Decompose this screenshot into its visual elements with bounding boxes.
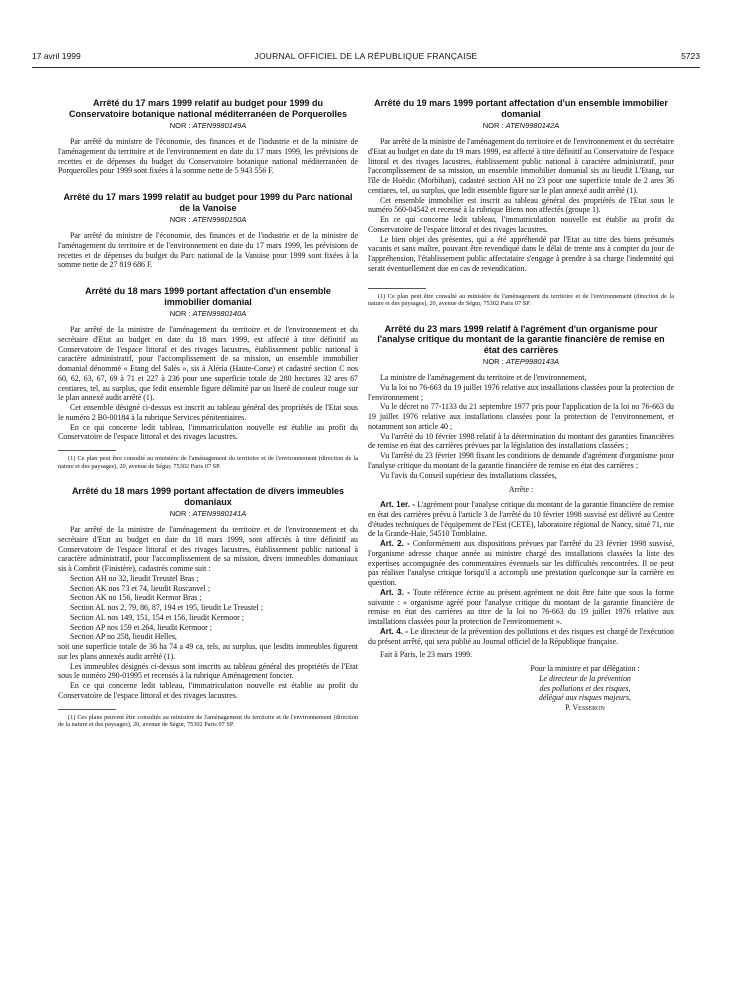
decree-paragraph: Par arrêté de la ministre de l'aménagement du territoire et de l'environnement et du secrétaire d'Etat au budget en date du 18 mars 1999, est affecté à titre définitif au Conservatoire de l'espace littoral et des rivages lacustres, établissement public national à caractère administratif, pour l'accomplissement de sa mission, un ensemble immobilier domanial dénommé « Etang del Salès », sis à Aléria (Haute-Corse) et cadastré section C nos 60, 62, 63, 67, 69 à 71 et 227 à 236 pour une superficie totale de 280 hectares 32 ares 67 centiares, tel, au surplus, que ledit ensemble figure délimité par un liseré de couleur rouge sur le plan annexé audit arrêté (1). <box>58 325 358 403</box>
decree-paragraph: Cet ensemble immobilier est inscrit au tableau général des propriétés de l'Etat sous le numéro 560-04542 et recensé à la rubrique Biens non affectés (groupe 1). <box>368 195 674 215</box>
decree-porquerolles <box>58 98 358 176</box>
right-column <box>368 98 674 713</box>
decree-body: Par arrêté du ministre de l'économie, des finances et de l'industrie et de la ministre de l'aménagement du territoire et de l'environnement en date du 17 mars 1999, les prévisions de recettes et de dépenses du budget du Conservatoire botanique national méditerranéen de Porquerolles pour 1999 sont fixées à la somme nette de 5 943 556 F. <box>58 137 358 176</box>
footnote-rule <box>368 288 426 289</box>
footnote-rule <box>58 450 116 451</box>
page-header <box>32 51 700 65</box>
cadastre-item: Section AP nos 159 et 264, lieudit Kermoor ; <box>70 622 212 632</box>
decree-title: Arrêté du 18 mars 1999 portant affectation d'un ensemble immobilier domanial <box>85 286 331 307</box>
visa-line: Vu l'avis du Conseil supérieur des installations classées, <box>380 470 557 480</box>
decree-combrit <box>58 486 358 729</box>
signature-line: des pollutions et des risques, <box>539 683 631 693</box>
visa-line: Vu le décret no 77-1133 du 21 septembre 1977 pris pour l'application de la loi no 76-663 du 19 juillet 1976 relative aux installations classées pour la protection de l'environnement, et notamment son article 40 ; <box>368 402 674 431</box>
cadastre-item: Section AK no 156, lieudit Kermor Bras ; <box>70 593 202 603</box>
decree-paragraph: En ce qui concerne ledit tableau, l'immatriculation nouvelle est établie au profit du Conservatoire de l'espace littoral et des rivages lacustres. <box>58 681 358 700</box>
cadastre-item: Section AH no 32, lieudit Treustel Bras ; <box>70 573 199 583</box>
decree-paragraph: Cet ensemble désigné ci-dessus est inscrit au tableau général des propriétés de l'Etat sous le numéro 2 B0-00184 à la rubrique Services pénitentiaires. <box>58 403 358 422</box>
cadastre-item: Section AP no 258, lieudit Helles, <box>70 632 177 642</box>
decree-paragraph: Par arrêté de la ministre de l'aménagement du territoire et de l'environnement et du secrétaire d'Etat au budget en date du 19 mars 1999, est affecté à titre définitif au Conservatoire de l'espace littoral et des rivages lacustres, établissement public national à caractère administratif, pour l'accomplissement de sa mission, un ensemble immobilier domanial sis au lieudit L'Etang, sur l'île de Hoëdic (Morbihan), cadastré section AH no 23 pour une superficie totale de 2 ares 36 centiares, tel, au surplus, que ledit ensemble figure sur le plan annexé audit arrêté (1). <box>368 137 674 195</box>
cadastre-item: Section AK nos 73 et 74, lieudit Roscanvel ; <box>70 583 211 593</box>
footnote: (1) Ces plans peuvent être consultés au ministère de l'aménagement du territoire et de l'environnement (direction de la nature et des paysages), 20, avenue de Ségur, 75302 Paris 07 SP. <box>58 713 358 729</box>
decree-etang-del-sales <box>58 286 358 470</box>
decree-paragraph: Les immeubles désignés ci-dessus sont inscrits au tableau général des propriétés de l'Etat sous le numéro 290-01995 et recensés à la rubrique Aménagement foncier. <box>58 661 358 681</box>
decree-title: Arrêté du 17 mars 1999 relatif au budget pour 1999 du Parc national de la Vanoise <box>63 192 353 213</box>
header-rule <box>32 67 700 68</box>
cadastre-item: Section AL nos 2, 79, 86, 87, 194 et 195, lieudit Le Treustel ; <box>70 603 264 613</box>
decree-title: Arrêté du 17 mars 1999 relatif au budget pour 1999 du Conservatoire botanique national méditerranéen de Porquerolles <box>68 98 348 119</box>
signature-line: délégué aux risques majeurs, <box>538 693 632 703</box>
article-2: Art. 2. - Conformément aux dispositions prévues par l'arrêté du 23 février 1998 susvisé, l'organisme adresse chaque année au ministre chargé des installations classées la liste des expertises accompagnée des commentaires éventuels sur les difficultés rencontrées. Il ne peut pas réaliser l'analyse critique lorsqu'il a accompli une prestation quelconque sur la carrière en question. <box>368 539 674 588</box>
decree-vanoise <box>58 192 358 270</box>
decree-paragraph: En ce qui concerne ledit tableau, l'immatriculation nouvelle est établie au profit du Conservatoire de l'espace littoral et des rivages lacustres. <box>368 215 674 234</box>
nor-reference: NOR : ATEN9980140A <box>169 309 247 318</box>
visa-line: La ministre de l'aménagement du territoire et de l'environnement, <box>380 373 587 383</box>
article-4: Art. 4. - Le directeur de la prévention des pollutions et des risques est chargé de l'exécution du présent arrêté, qui sera publié au Journal officiel de la République française. <box>368 626 674 646</box>
decree-paragraph: Le bien objet des présentes, qui a été appréhendé par l'Etat au titre des biens présumés vacants et sans maître, pouvant être revendiqué dans le délai de trente ans à compter du jour de l'appréhension, l'établissement public affectataire s'engage à prendre à sa charge l'indemnité qui serait éventuellement due en cas de revendication. <box>368 234 674 273</box>
decree-title: Arrêté du 18 mars 1999 portant affectation de divers immeubles domaniaux <box>71 486 345 507</box>
issue-date: 17 avril 1999 <box>32 51 81 61</box>
visa-line: Vu la loi no 76-663 du 19 juillet 1976 relative aux installations classées pour la protection de l'environnement ; <box>368 382 674 402</box>
signature-line: Le directeur de la prévention <box>539 673 631 683</box>
arrete-heading: Arrête : <box>508 485 534 495</box>
nor-reference: NOR : ATEN9980150A <box>169 215 247 224</box>
footnote: (1) Ce plan peut être consulté au ministère de l'aménagement du territoire et de l'environnement (direction de la nature et des paysages), 20, avenue de Ségur, 75302 Paris 07 SP. <box>368 292 674 308</box>
left-column <box>58 98 358 729</box>
visa-line: Vu l'arrêté du 10 février 1998 relatif à la détermination du montant des garanties financières de remise en état des carrières prévues par la législation des installations classées ; <box>368 431 674 451</box>
nor-reference: NOR : ATEN9980141A <box>169 509 247 519</box>
article-3: Art. 3. - Toute référence écrite au présent agrément ne doit être faite que sous la forme suivante : « organisme agréé pour l'analyse critique du montant de la garantie financière de remise en état des carrières au titre de la loi no 76-663 du 19 juillet 1976 relative aux installations classées pour la protection de l'environnement ». <box>368 587 674 627</box>
decree-paragraph: soit une superficie totale de 36 ha 74 a 49 ca, tels, au surplus, que lesdits immeubles figurent sur les plans annexés audit arrêté (1). <box>58 642 358 661</box>
signature-line: Pour la ministre et par délégation : <box>530 664 640 674</box>
decree-paragraph: En ce qui concerne ledit tableau, l'immatriculation nouvelle est établie au profit du Conservatoire de l'espace littoral et des rivages lacustres. <box>58 422 358 442</box>
article-1: Art. 1er. - L'agrément pour l'analyse critique du montant de la garantie financière de remise en état des carrières prévu à l'article 3 de l'arrêté du 10 février 1998 susvisé est délivré au Centre d'études techniques de l'équipement de l'Est (CETE), laboratoire régional de Nancy, situé 71, rue de la Grande-Haie, 54510 Tomblaine. <box>368 500 674 539</box>
journal-title: JOURNAL OFFICIEL DE LA RÉPUBLIQUE FRANÇAISE <box>254 51 478 61</box>
nor-reference: NOR : ATEN9980142A <box>482 121 560 130</box>
decree-hoedic <box>368 98 674 308</box>
cadastre-item: Section AL nos 149, 151, 154 et 156, lieudit Kermoor ; <box>70 612 244 622</box>
decree-body: Par arrêté du ministre de l'économie, des finances et de l'industrie et de la ministre de l'aménagement du territoire et de l'environnement en date du 17 mars 1999, les prévisions de recettes et de dépenses du budget du Parc national de la Vanoise pour 1999 sont fixées à la somme nette de 27 819 686 F. <box>58 231 358 270</box>
signature-block <box>496 664 674 713</box>
nor-reference: NOR : ATEN9980149A <box>169 121 247 130</box>
footnote: (1) Ce plan peut être consulté au ministère de l'aménagement du territoire et de l'environnement (direction de la nature et des paysages), 20, avenue de Ségur, 75302 Paris 07 SP. <box>58 455 358 470</box>
signatory-name: P. Vesseron <box>565 703 605 713</box>
decree-title: Arrêté du 23 mars 1999 relatif à l'agrément d'un organisme pour l'analyse critique du montant de la garantie financière de remise en état des carrières <box>377 323 665 355</box>
signature-date: Fait à Paris, le 23 mars 1999. <box>380 650 473 660</box>
footnote-rule <box>58 709 116 710</box>
decree-agrement-carrieres <box>368 324 674 713</box>
decree-title: Arrêté du 19 mars 1999 portant affectation d'un ensemble immobilier domanial <box>374 98 668 119</box>
nor-reference: NOR : ATEP9980143A <box>482 357 560 367</box>
decree-paragraph: Par arrêté de la ministre de l'aménagement du territoire et de l'environnement et du secrétaire d'Etat au budget en date du 18 mars 1999, sont affectés à titre définitif au Conservatoire de l'espace littoral et des rivages lacustres, établissement public national à caractère administratif, pour l'accomplissement de sa mission, divers immeubles domaniaux sis à Combrit (Finistère), cadastrés comme suit : <box>58 525 358 574</box>
visa-line: Vu l'arrêté du 23 février 1998 fixant les conditions de demande d'agrément d'organisme pour l'analyse critique du montant de la garantie financière de remise en état des carrières ; <box>368 451 674 470</box>
page-number: 5723 <box>681 51 700 61</box>
